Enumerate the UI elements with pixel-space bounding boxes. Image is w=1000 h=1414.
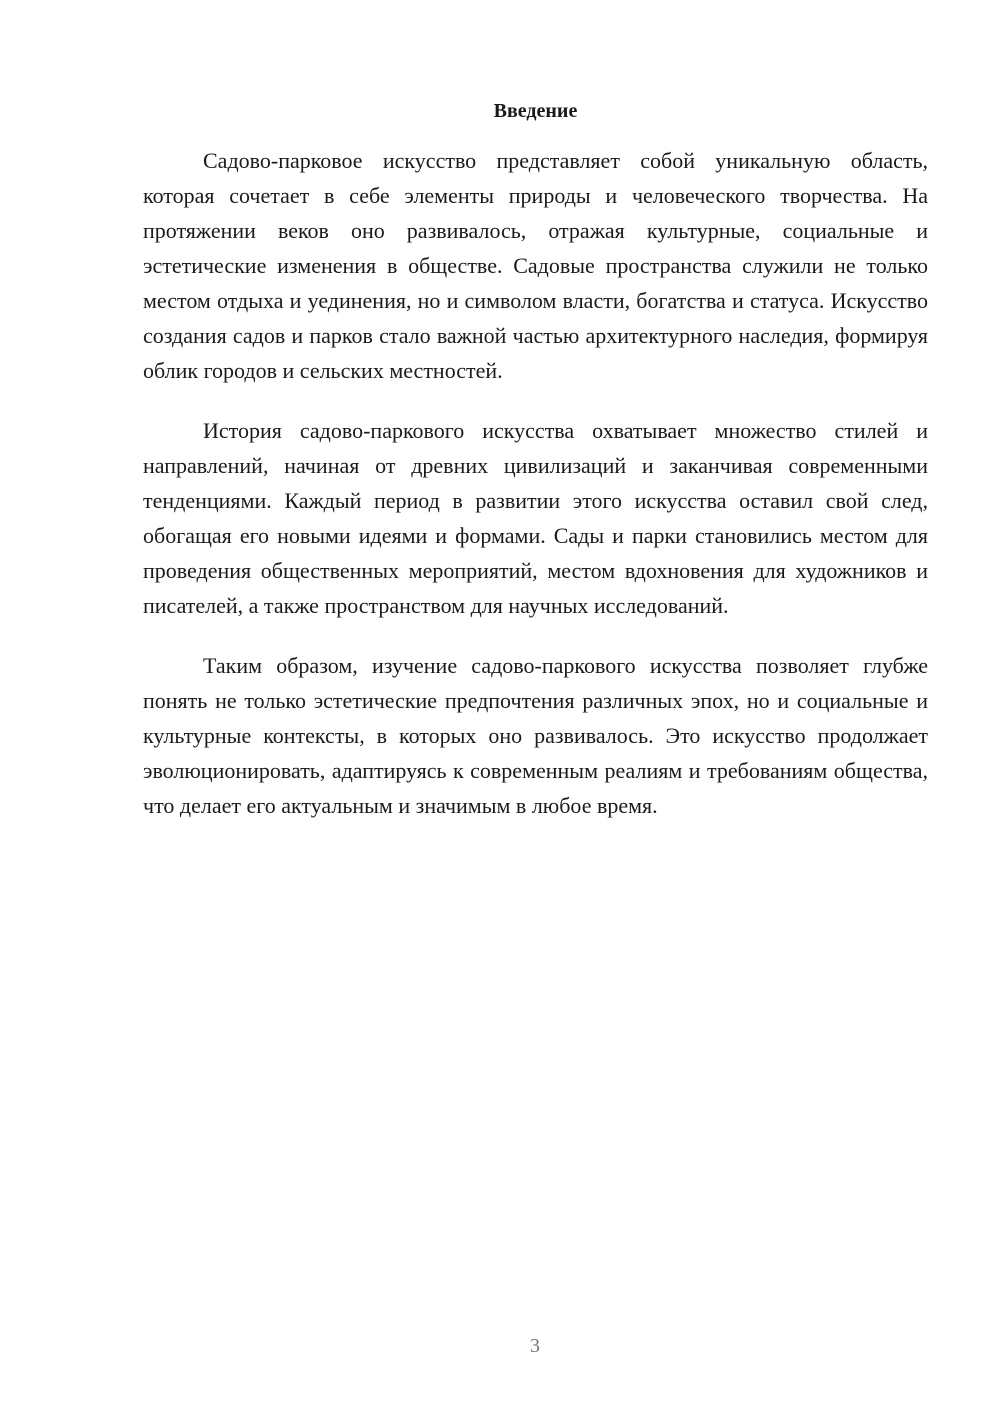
paragraph-1: Садово-парковое искусство представляет собой уникальную область, которая сочетает в себе элементы природы и человеческого творчества. На протяжении веков оно развивалось, отражая культурные, социальные и эстетические изменения в обществе. Садовые пространства служили не только местом отдыха и уединения, но и символом власти, богатства и статуса. Искусство создания садов и парков стало важной частью архитектурного наследия, формируя облик городов и сельских местностей. xyxy=(143,148,928,383)
body-text xyxy=(143,143,928,848)
paragraph-2: История садово-паркового искусства охватывает множество стилей и направлений, начиная от древних цивилизаций и заканчивая современными тенденциями. Каждый период в развитии этого искусства оставил свой след, обогащая его новыми идеями и формами. Сады и парки становились местом для проведения общественных мероприятий, местом вдохновения для художников и писателей, а также пространством для научных исследований. xyxy=(143,418,928,618)
page-number: 3 xyxy=(530,1335,540,1357)
paragraph-3: Таким образом, изучение садово-паркового искусства позволяет глубже понять не только эстетические предпочтения различных эпох, но и социальные и культурные контексты, в которых оно развивалось. Это искусство продолжает эволюционировать, адаптируясь к современным реалиям и требованиям общества, что делает его актуальным и значимым в любое время. xyxy=(143,653,928,818)
section-title: Введение xyxy=(493,100,578,122)
